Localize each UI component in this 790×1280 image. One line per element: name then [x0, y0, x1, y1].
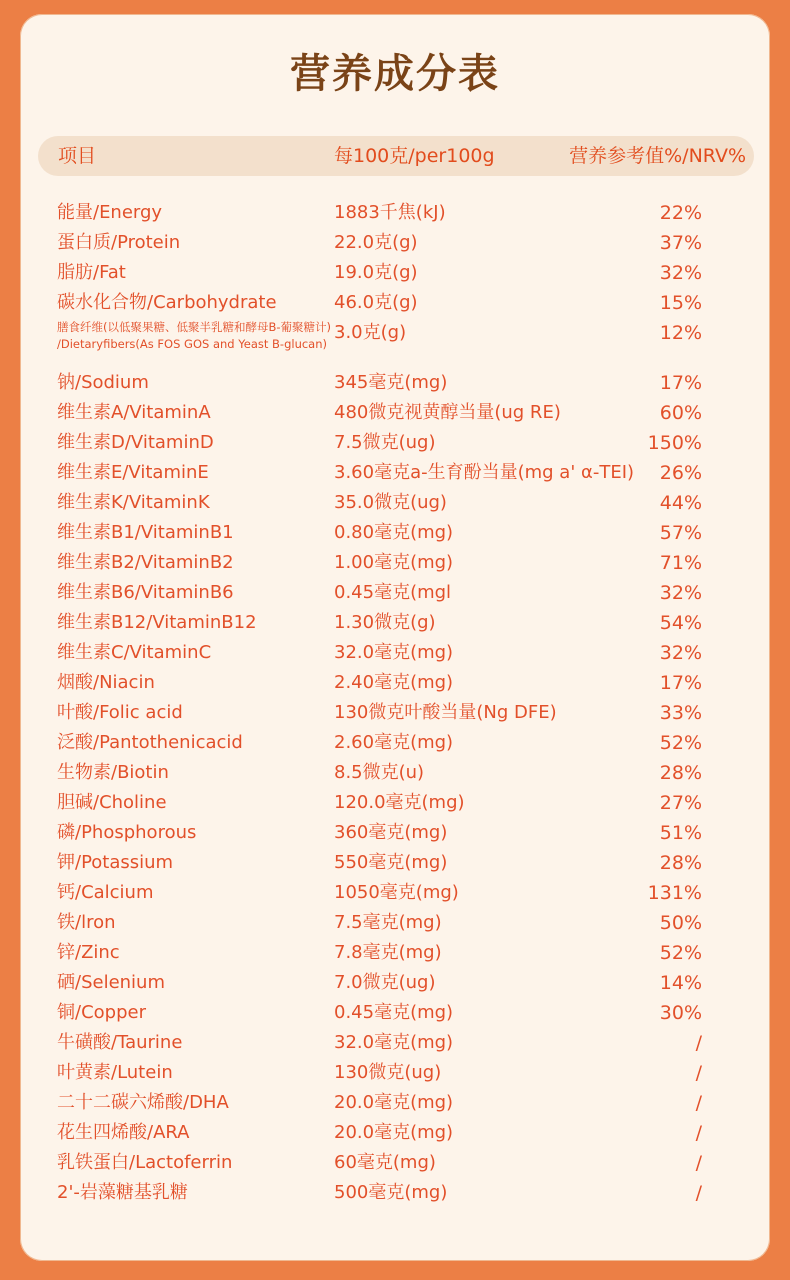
nutrient-name [57, 319, 332, 353]
header-item: 项目 [58, 145, 97, 167]
nutrient-amount: 7.5毫克(mg) [334, 911, 442, 933]
table-row [0, 428, 790, 458]
nutrient-amount: 32.0毫克(mg) [334, 641, 454, 663]
nutrient-nrv: 44% [659, 491, 702, 514]
nutrient-nrv: 12% [659, 322, 702, 344]
nutrient-amount: 1883千焦(kJ) [334, 202, 446, 223]
nutrient-name: 生物素/Biotin [57, 761, 169, 783]
nutrient-amount: 120.0毫克(mg) [334, 791, 465, 813]
nutrient-nrv: 27% [659, 791, 702, 814]
nutrient-name: 维生素B6/VitaminB6 [57, 581, 234, 603]
table-row [0, 998, 790, 1028]
nutrient-name: 磷/Phosphorous [57, 821, 197, 843]
nutrient-amount: 2.60毫克(mg) [334, 731, 454, 753]
nutrient-nrv: 28% [659, 851, 702, 874]
nutrient-amount: 20.0毫克(mg) [334, 1121, 454, 1143]
nutrient-name: 泛酸/Pantothenicacid [57, 731, 243, 753]
nutrient-name: 二十二碳六烯酸/DHA [57, 1091, 229, 1113]
table-row [0, 368, 790, 398]
nutrient-name: 钠/Sodium [57, 371, 149, 393]
nutrient-nrv: 60% [659, 401, 702, 424]
nutrient-nrv: 33% [659, 701, 702, 724]
nutrient-nrv: 71% [659, 551, 702, 574]
nutrient-nrv: / [695, 1121, 702, 1144]
nutrient-name: 铁/lron [57, 911, 116, 933]
nutrient-name: 维生素B1/VitaminB1 [57, 521, 234, 543]
nutrient-amount: 550毫克(mg) [334, 851, 448, 873]
page-title: 营养成分表 [290, 51, 500, 97]
nutrient-nrv: / [695, 1061, 702, 1084]
nutrient-amount: 0.45毫克(mg) [334, 1001, 454, 1023]
table-row [0, 1088, 790, 1118]
nutrient-name: 叶酸/Folic acid [57, 701, 183, 723]
nutrient-nrv: 57% [659, 521, 702, 544]
nutrient-amount: 22.0克(g) [334, 232, 418, 253]
nutrient-amount: 7.0微克(ug) [334, 971, 436, 993]
header-nrv: 营养参考值%/NRV% [569, 145, 746, 167]
table-row [0, 848, 790, 878]
nutrient-name: 维生素K/VitaminK [57, 491, 210, 513]
table-row [0, 578, 790, 608]
nutrient-amount: 3.0克(g) [334, 322, 407, 343]
nutrient-amount: 35.0微克(ug) [334, 491, 447, 513]
nutrient-nrv: 15% [659, 292, 702, 314]
nutrient-name: 维生素B2/VitaminB2 [57, 551, 234, 573]
table-row [0, 788, 790, 818]
table-row [0, 1058, 790, 1088]
nutrient-name: 维生素E/VitaminE [57, 461, 209, 483]
nutrient-name: 维生素D/VitaminD [57, 431, 214, 453]
nutrient-nrv: 32% [659, 581, 702, 604]
nutrient-nrv: / [695, 1091, 702, 1114]
nutrient-nrv: 14% [659, 971, 702, 994]
table-row [0, 1178, 790, 1208]
nutrient-name: 硒/Selenium [57, 971, 165, 993]
nutrient-amount: 0.45毫克(mgl [334, 581, 452, 603]
nutrient-amount: 1.30微克(g) [334, 611, 436, 633]
table-row [0, 1118, 790, 1148]
table-row [0, 458, 790, 488]
nutrient-amount: 345毫克(mg) [334, 371, 448, 393]
nutrient-amount: 500毫克(mg) [334, 1181, 448, 1203]
nutrient-amount: 7.5微克(ug) [334, 431, 436, 453]
nutrient-nrv: 51% [659, 821, 702, 844]
nutrient-name: 蛋白质/Protein [57, 232, 181, 253]
table-row [0, 548, 790, 578]
nutrient-nrv: 26% [659, 461, 702, 484]
table-row [0, 908, 790, 938]
nutrient-name: 维生素C/VitaminC [57, 641, 212, 663]
nutrient-name: 烟酸/Niacin [57, 671, 155, 693]
nutrient-nrv: 52% [659, 731, 702, 754]
table-row [0, 518, 790, 548]
table-row [0, 638, 790, 668]
table-row [0, 488, 790, 518]
nutrient-nrv: / [695, 1181, 702, 1204]
table-row [0, 258, 790, 288]
nutrient-nrv: 30% [659, 1001, 702, 1024]
table-row [0, 668, 790, 698]
nutrient-amount: 130微克(ug) [334, 1061, 442, 1083]
nutrient-name: 维生素A/VitaminA [57, 401, 211, 423]
nutrient-amount: 20.0毫克(mg) [334, 1091, 454, 1113]
nutrient-name: 2'-岩藻糖基乳糖 [57, 1181, 188, 1203]
nutrient-nrv: 37% [659, 232, 702, 254]
table-row [0, 228, 790, 258]
table-row [0, 968, 790, 998]
nutrient-amount: 7.8毫克(mg) [334, 941, 442, 963]
header-amount: 每100克/per100g [334, 145, 495, 167]
table-row [0, 728, 790, 758]
nutrient-nrv: 22% [659, 202, 702, 224]
nutrient-name: 花生四烯酸/ARA [57, 1121, 190, 1143]
nutrient-name: 锌/Zinc [57, 941, 120, 963]
nutrient-nrv: / [695, 1031, 702, 1054]
nutrient-nrv: 52% [659, 941, 702, 964]
nutrient-amount: 19.0克(g) [334, 262, 418, 283]
nutrient-amount: 1.00毫克(mg) [334, 551, 454, 573]
table-row [0, 318, 790, 366]
nutrient-name: 能量/Energy [57, 202, 163, 223]
table-row [0, 608, 790, 638]
nutrient-name: 钙/Calcium [57, 881, 154, 903]
nutrient-amount: 46.0克(g) [334, 292, 418, 313]
nutrient-amount: 0.80毫克(mg) [334, 521, 454, 543]
nutrient-nrv: 131% [647, 881, 702, 904]
nutrient-amount: 480微克视黄醇当量(ug RE) [334, 401, 561, 423]
nutrient-nrv: 17% [659, 371, 702, 394]
nutrient-amount: 3.60毫克a-生育酚当量(mg a' α-TEI) [334, 461, 635, 483]
nutrient-nrv: 150% [647, 431, 702, 454]
table-header [38, 136, 754, 176]
nutrient-nrv: 17% [659, 671, 702, 694]
nutrient-name: 碳水化合物/Carbohydrate [57, 292, 277, 313]
table-row [0, 758, 790, 788]
nutrient-name: 胆碱/Choline [57, 791, 167, 813]
nutrient-amount: 2.40毫克(mg) [334, 671, 454, 693]
table-row [0, 198, 790, 228]
nutrient-name: 乳铁蛋白/Lactoferrin [57, 1151, 233, 1173]
nutrient-nrv: 50% [659, 911, 702, 934]
nutrient-nrv: 28% [659, 761, 702, 784]
table-row [0, 398, 790, 428]
nutrient-nrv: 32% [659, 262, 702, 284]
nutrient-amount: 8.5微克(u) [334, 761, 425, 783]
nutrient-nrv: 32% [659, 641, 702, 664]
nutrient-name: 铜/Copper [57, 1001, 146, 1023]
table-row [0, 1028, 790, 1058]
nutrient-nrv: 54% [659, 611, 702, 634]
table-row [0, 288, 790, 318]
table-row [0, 878, 790, 908]
table-row [0, 698, 790, 728]
table-row [0, 938, 790, 968]
nutrient-amount: 130微克叶酸当量(Ng DFE) [334, 701, 557, 723]
table-row [0, 818, 790, 848]
nutrient-name: 维生素B12/VitaminB12 [57, 611, 257, 633]
nutrient-name-line1: 膳食纤维(以低聚果糖、低聚半乳糖和酵母B-葡聚糖计) [57, 320, 332, 334]
nutrient-name: 脂肪/Fat [57, 262, 126, 283]
nutrient-amount: 1050毫克(mg) [334, 881, 459, 903]
nutrient-name-line2: /Dietaryfibers(As FOS GOS and Yeast B-glucan) [57, 337, 328, 351]
nutrient-name: 钾/Potassium [57, 851, 174, 873]
nutrient-amount: 360毫克(mg) [334, 821, 448, 843]
nutrient-name: 牛磺酸/Taurine [57, 1031, 183, 1053]
nutrient-amount: 32.0毫克(mg) [334, 1031, 454, 1053]
nutrient-amount: 60毫克(mg) [334, 1151, 436, 1173]
table-row [0, 1148, 790, 1178]
nutrient-nrv: / [695, 1151, 702, 1174]
nutrient-name: 叶黄素/Lutein [57, 1061, 173, 1083]
